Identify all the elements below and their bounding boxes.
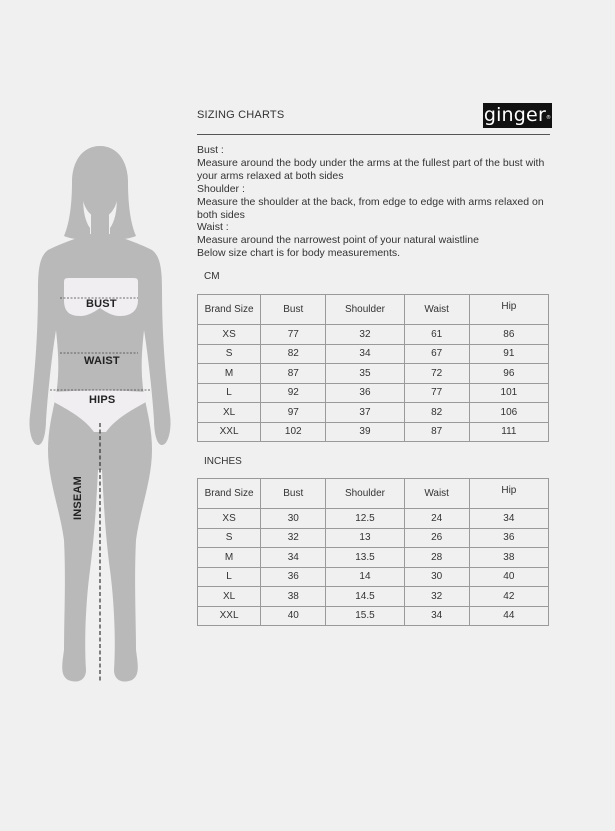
table-row [198, 325, 549, 345]
shoulder-cell: 35 [326, 364, 404, 384]
hips-label: HIPS [89, 394, 116, 406]
bust-cell: 38 [261, 587, 326, 607]
table-row [198, 422, 549, 442]
table-row [198, 364, 549, 384]
size-cell: XS [198, 325, 261, 345]
size-cell: XXL [198, 606, 261, 626]
shoulder-cell: 36 [326, 383, 404, 403]
inches-size-table [197, 478, 549, 626]
waist-cell: 82 [404, 403, 469, 423]
inseam-label: INSEAM [72, 476, 84, 520]
waist-cell: 67 [404, 344, 469, 364]
shoulder-cell: 32 [326, 325, 404, 345]
cm-size-table [197, 294, 549, 442]
bust-cell: 97 [261, 403, 326, 423]
hip-cell: 106 [469, 403, 548, 423]
table-row [198, 606, 549, 626]
table-row [198, 587, 549, 607]
bust-cell: 87 [261, 364, 326, 384]
header-hip [469, 479, 548, 509]
header-shoulder: Shoulder [326, 479, 404, 509]
header-hip-text: Hip [501, 301, 517, 312]
hip-cell: 36 [469, 528, 548, 548]
bust-label: BUST [86, 298, 117, 310]
table-row [198, 403, 549, 423]
measurement-instructions [197, 144, 557, 260]
bust-cell: 102 [261, 422, 326, 442]
bust-cell: 32 [261, 528, 326, 548]
header-hip [469, 295, 548, 325]
body-measurement-figure [20, 140, 185, 690]
size-cell: XXL [198, 422, 261, 442]
registered-mark: ® [545, 115, 552, 121]
bust-cell: 77 [261, 325, 326, 345]
header-bust: Bust [261, 479, 326, 509]
table-header-row [198, 479, 549, 509]
header-hip-text: Hip [501, 485, 517, 496]
header-brand-size: Brand Size [198, 479, 261, 509]
shoulder-instruction: Measure the shoulder at the back, from edge to edge with arms relaxed on both sides [197, 195, 544, 221]
size-cell: M [198, 364, 261, 384]
brand-logo [483, 103, 552, 128]
hip-cell: 34 [469, 509, 548, 529]
hip-cell: 40 [469, 567, 548, 587]
hip-cell: 96 [469, 364, 548, 384]
bust-cell: 30 [261, 509, 326, 529]
table-header-row [198, 295, 549, 325]
shoulder-cell: 13.5 [326, 548, 404, 568]
header-brand-size: Brand Size [198, 295, 261, 325]
inches-unit-label: INCHES [204, 456, 242, 467]
shoulder-cell: 13 [326, 528, 404, 548]
shoulder-cell: 14 [326, 567, 404, 587]
waist-cell: 72 [404, 364, 469, 384]
table-row [198, 548, 549, 568]
bust-cell: 92 [261, 383, 326, 403]
hip-cell: 111 [469, 422, 548, 442]
bust-instruction: Measure around the body under the arms at the fullest part of the bust with your arms relaxed at both sides [197, 156, 545, 182]
bust-heading: Bust : [197, 144, 224, 156]
shoulder-cell: 12.5 [326, 509, 404, 529]
size-cell: L [198, 383, 261, 403]
table-row [198, 383, 549, 403]
header-bust: Bust [261, 295, 326, 325]
hip-cell: 86 [469, 325, 548, 345]
bust-cell: 34 [261, 548, 326, 568]
bust-cell: 40 [261, 606, 326, 626]
bust-cell: 82 [261, 344, 326, 364]
silhouette-graphic [20, 140, 185, 690]
brand-logo-text: ginger [483, 104, 546, 126]
hip-cell: 44 [469, 606, 548, 626]
waist-cell: 77 [404, 383, 469, 403]
shoulder-heading: Shoulder : [197, 182, 245, 195]
size-cell: S [198, 528, 261, 548]
bust-cell: 36 [261, 567, 326, 587]
waist-label: WAIST [84, 355, 120, 367]
table-row [198, 528, 549, 548]
page-title: SIZING CHARTS [197, 109, 285, 121]
shoulder-cell: 15.5 [326, 606, 404, 626]
header-shoulder: Shoulder [326, 295, 404, 325]
cm-unit-label: CM [204, 271, 220, 282]
waist-cell: 28 [404, 548, 469, 568]
shoulder-cell: 37 [326, 403, 404, 423]
waist-cell: 34 [404, 606, 469, 626]
waist-cell: 61 [404, 325, 469, 345]
shoulder-cell: 34 [326, 344, 404, 364]
size-cell: XL [198, 587, 261, 607]
waist-cell: 26 [404, 528, 469, 548]
hip-cell: 101 [469, 383, 548, 403]
waist-heading: Waist : [197, 221, 229, 234]
hip-cell: 42 [469, 587, 548, 607]
waist-cell: 87 [404, 422, 469, 442]
waist-cell: 24 [404, 509, 469, 529]
header-divider [197, 134, 550, 135]
table-row [198, 509, 549, 529]
waist-cell: 30 [404, 567, 469, 587]
waist-cell: 32 [404, 587, 469, 607]
hip-cell: 91 [469, 344, 548, 364]
shoulder-cell: 39 [326, 422, 404, 442]
hip-cell: 38 [469, 548, 548, 568]
table-row [198, 567, 549, 587]
size-cell: M [198, 548, 261, 568]
header-waist: Waist [404, 295, 469, 325]
shoulder-cell: 14.5 [326, 587, 404, 607]
size-cell: XS [198, 509, 261, 529]
header-waist: Waist [404, 479, 469, 509]
size-cell: S [198, 344, 261, 364]
body-measurement-note: Below size chart is for body measurements. [197, 247, 401, 260]
size-cell: XL [198, 403, 261, 423]
table-row [198, 344, 549, 364]
waist-instruction: Measure around the narrowest point of your natural waistline [197, 234, 479, 247]
size-cell: L [198, 567, 261, 587]
